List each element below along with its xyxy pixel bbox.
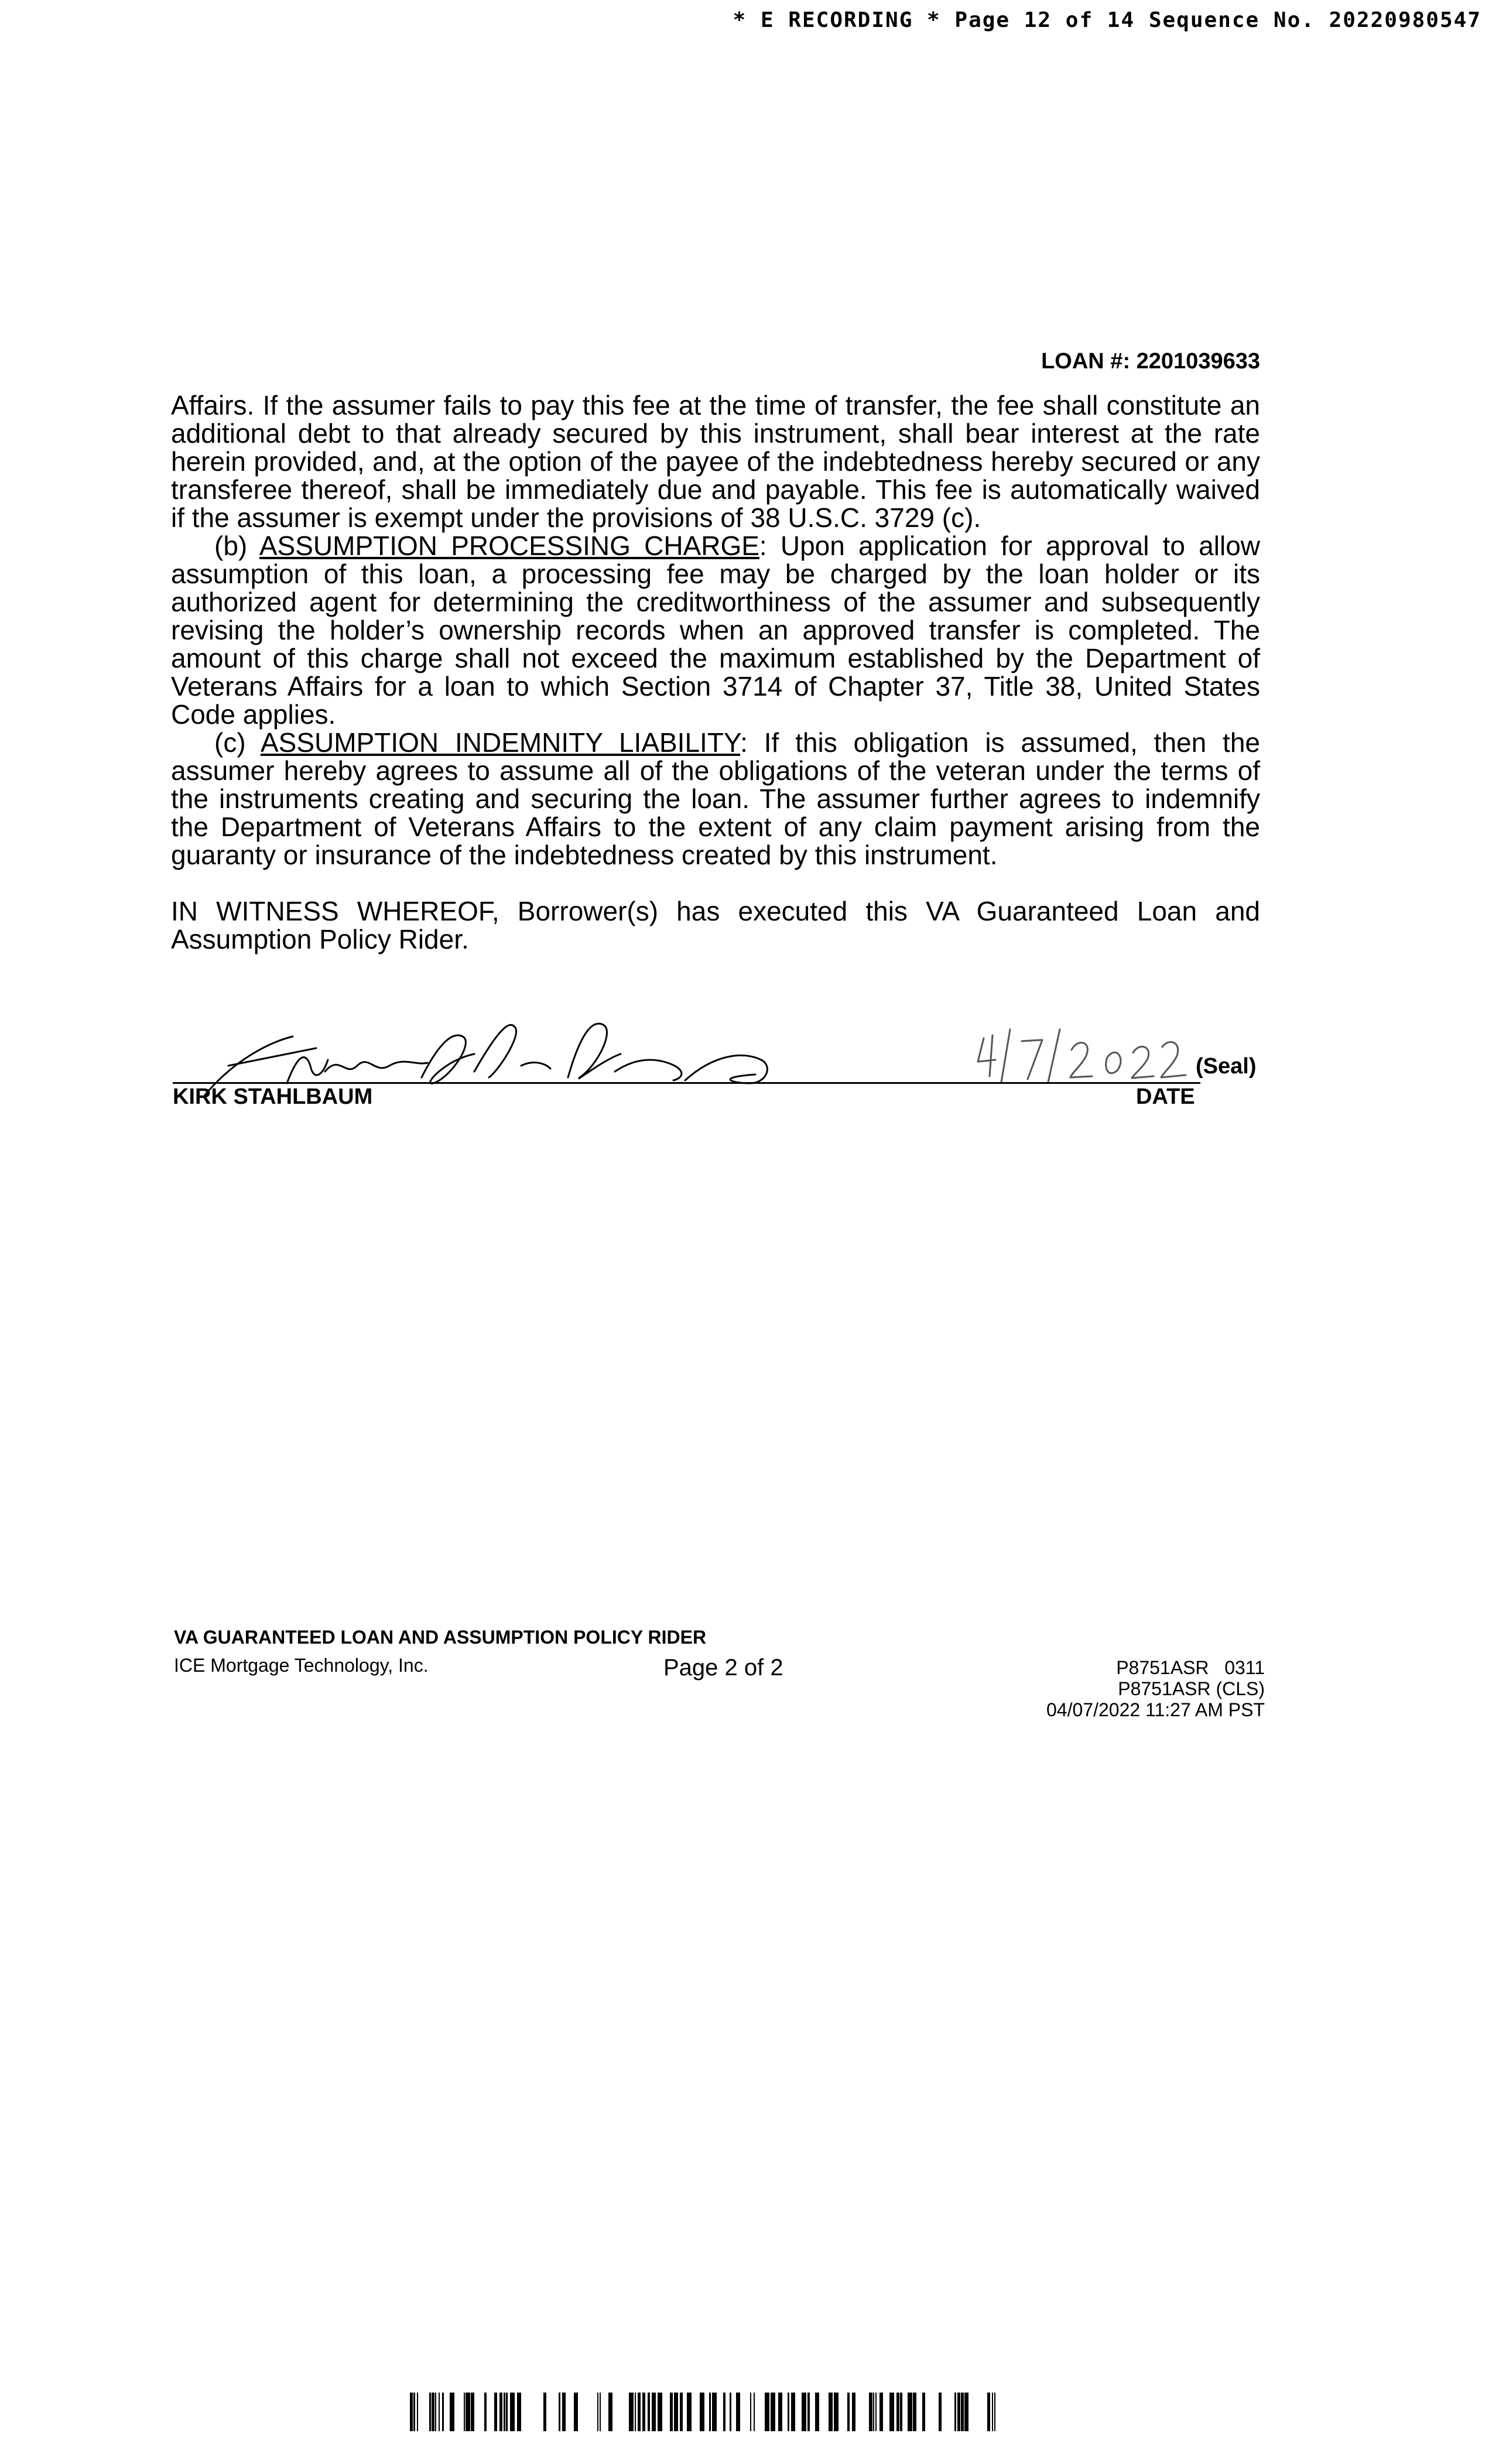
- form-code-1: P8751ASR 0311: [1116, 1657, 1265, 1678]
- indemnity-liability-text: : If this obligation is assumed, then the assumer hereby agrees to assume all of the obligations of the veteran under the terms of the instruments creating and securing the loan. The assumer further agrees to indemnify the Department of Veterans Affairs to the extent of any claim payment arising from the guaranty or insurance of the indebtedness created by this instrument.: [171, 727, 1260, 870]
- seal-label: (Seal): [1196, 1054, 1257, 1079]
- recording-header: * E RECORDING * Page 12 of 14 Sequence No. 20220980547: [733, 8, 1481, 32]
- footer-form-codes: [1046, 1657, 1265, 1720]
- form-timestamp: 04/07/2022 11:27 AM PST: [1046, 1699, 1265, 1720]
- form-code-2: P8751ASR (CLS): [1118, 1678, 1265, 1699]
- witness-statement: IN WITNESS WHEREOF, Borrower(s) has executed this VA Guaranteed Loan and Assumption Policy Rider.: [171, 896, 1260, 954]
- handwritten-date: [966, 1024, 1212, 1088]
- rider-body: [171, 391, 1260, 953]
- paragraph-b-prefix: (b): [214, 531, 259, 561]
- footer-form-title: VA GUARANTEED LOAN AND ASSUMPTION POLICY RIDER: [174, 1627, 707, 1648]
- barcode: [410, 2393, 995, 2431]
- paragraph-processing-charge: [171, 532, 1260, 728]
- processing-charge-text: : Upon application for approval to allow assumption of this loan, a processing fee may be charged by the loan holder or its authorized agent for determining the creditworthiness of the assumer and subsequently revising the holder’s ownership records when an approved transfer is completed. The amount of this charge shall not exceed the maximum established by the Department of Veterans Affairs for a loan to which Section 3714 of Chapter 37, Title 38, United States Code applies.: [171, 531, 1261, 730]
- paragraph-indemnity-liability: [171, 728, 1260, 869]
- paragraph-fee-continuation: Affairs. If the assumer fails to pay this fee at the time of transfer, the fee shall constitute an additional debt to that already secured by this instrument, shall bear interest at the rate herein provided, and, at the option of the payee of the indebtedness hereby secured or any transferee thereof, shall be immediately due and payable. This fee is automatically waived if the assumer is exempt under the provisions of 38 U.S.C. 3729 (c).: [171, 390, 1260, 533]
- loan-number: LOAN #: 2201039633: [1041, 349, 1260, 374]
- indemnity-liability-heading: ASSUMPTION INDEMNITY LIABILITY: [260, 727, 741, 758]
- date-label: DATE: [1136, 1084, 1195, 1109]
- signature-line: [173, 1082, 1200, 1084]
- footer-page-number: Page 2 of 2: [663, 1655, 783, 1681]
- signer-name: KIRK STAHLBAUM: [173, 1084, 373, 1109]
- paragraph-c-prefix: (c): [214, 727, 261, 758]
- processing-charge-heading: ASSUMPTION PROCESSING CHARGE: [259, 531, 759, 561]
- footer-company: ICE Mortgage Technology, Inc.: [174, 1655, 429, 1676]
